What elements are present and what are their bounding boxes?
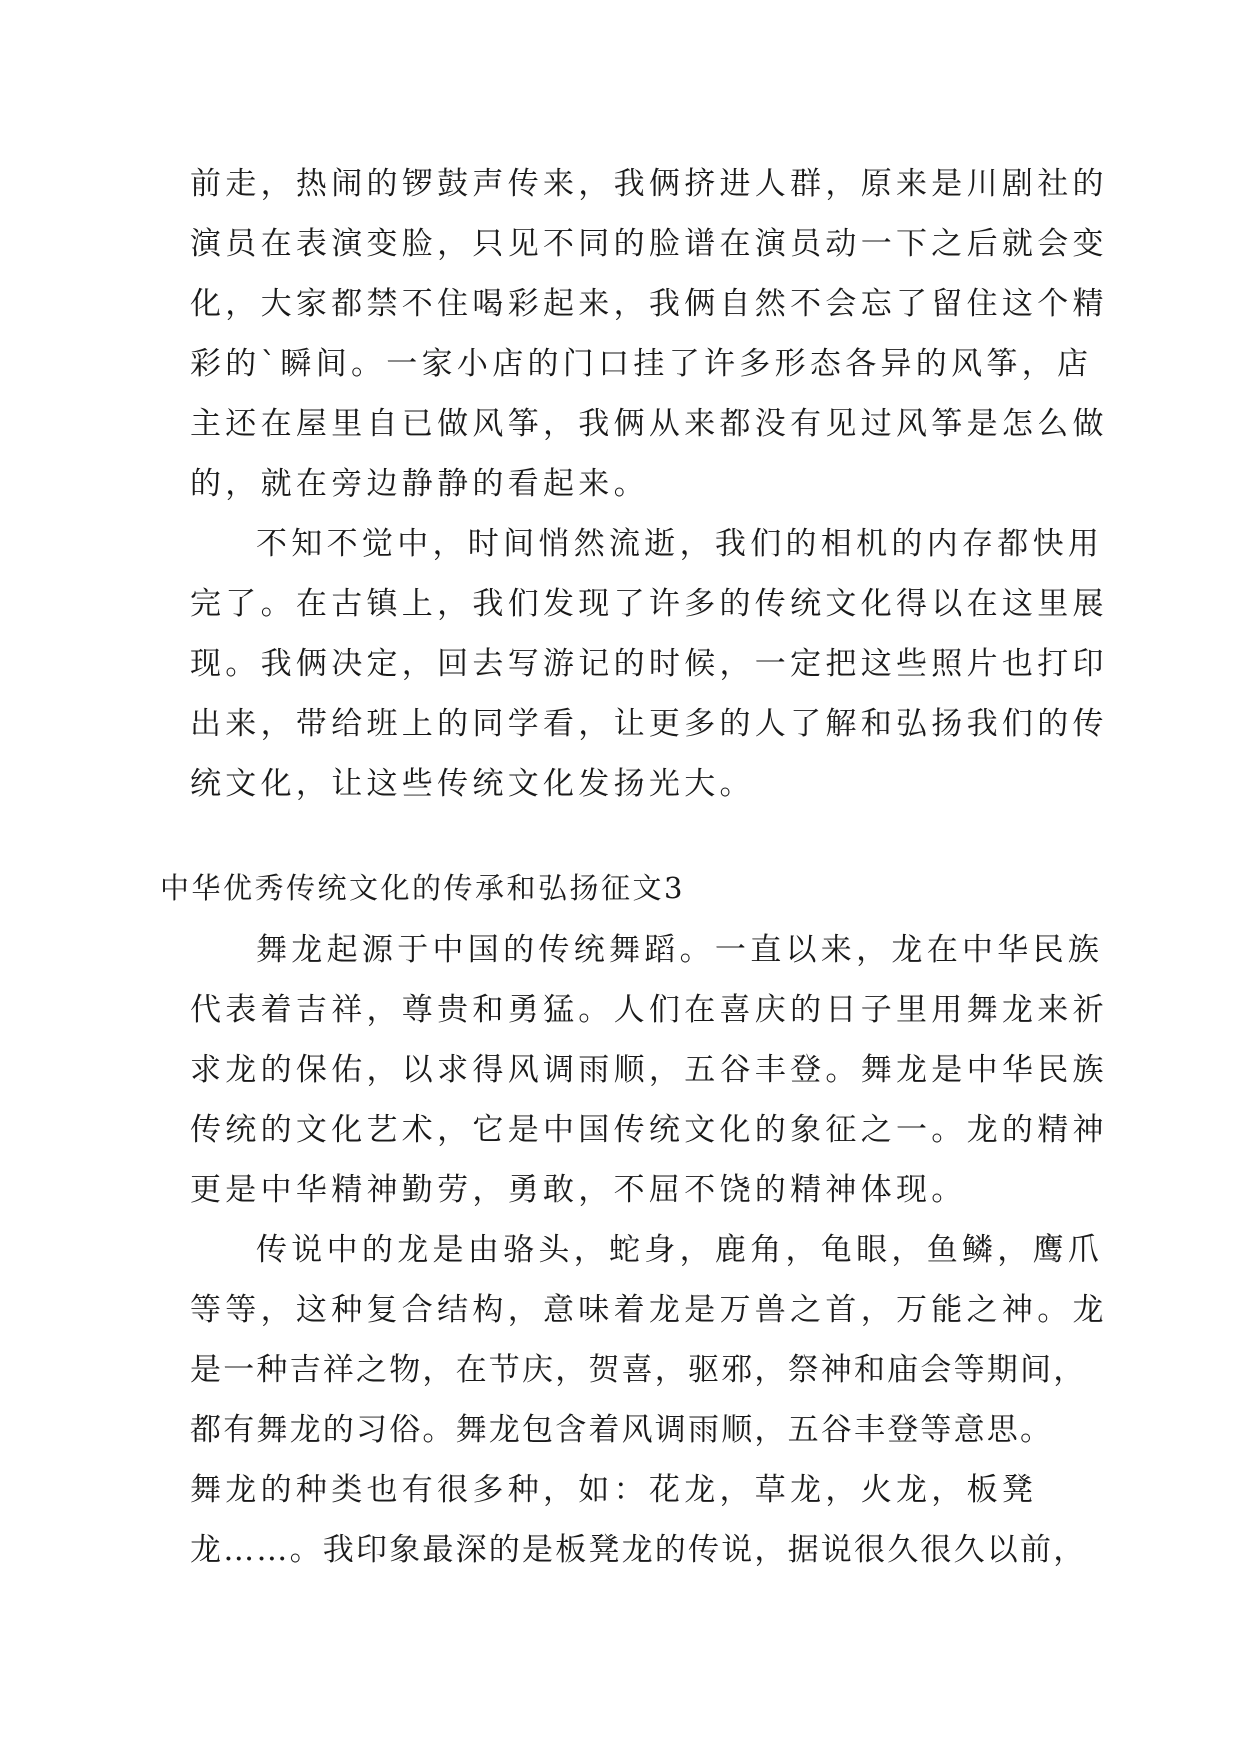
text-line: 求龙的保佑，以求得风调雨顺，五谷丰登。舞龙是中华民族: [190, 1052, 1108, 1088]
text-line: 传统的文化艺术，它是中国传统文化的象征之一。龙的精神: [190, 1112, 1108, 1148]
text-line: 不知不觉中，时间悄然流逝，我们的相机的内存都快用: [256, 526, 1104, 562]
text-line: 统文化，让这些传统文化发扬光大。: [190, 766, 755, 802]
text-line: 传说中的龙是由骆头，蛇身，鹿角，龟眼，鱼鳞，鹰爪: [256, 1232, 1104, 1268]
text-line: 演员在表演变脸，只见不同的脸谱在演员动一下之后就会变: [190, 226, 1108, 262]
text-line: 前走，热闹的锣鼓声传来，我俩挤进人群，原来是川剧社的: [190, 166, 1108, 202]
text-line: 的，就在旁边静静的看起来。: [190, 466, 649, 502]
text-line: 都有舞龙的习俗。舞龙包含着风调雨顺，五谷丰登等意思。: [190, 1412, 1054, 1448]
section-heading: 中华优秀传统文化的传承和弘扬征文3: [160, 871, 685, 905]
text-line: 彩的`瞬间。一家小店的门口挂了许多形态各异的风筝，店: [190, 346, 1093, 382]
text-line: 现。我俩决定，回去写游记的时候，一定把这些照片也打印: [190, 646, 1108, 682]
text-line: 完了。在古镇上，我们发现了许多的传统文化得以在这里展: [190, 586, 1108, 622]
text-line: 舞龙的种类也有很多种，如：花龙，草龙，火龙，板凳: [190, 1472, 1038, 1508]
text-line: 主还在屋里自已做风筝，我俩从来都没有见过风筝是怎么做: [190, 406, 1108, 442]
text-line: 舞龙起源于中国的传统舞蹈。一直以来，龙在中华民族: [256, 932, 1104, 968]
text-line: 是一种吉祥之物，在节庆，贺喜，驱邪，祭神和庙会等期间，: [190, 1352, 1087, 1388]
text-line: 龙……。我印象最深的是板凳龙的传说，据说很久很久以前，: [190, 1532, 1087, 1568]
text-line: 代表着吉祥，尊贵和勇猛。人们在喜庆的日子里用舞龙来祈: [190, 992, 1108, 1028]
text-line: 出来，带给班上的同学看，让更多的人了解和弘扬我们的传: [190, 706, 1108, 742]
text-line: 更是中华精神勤劳，勇敢，不屈不饶的精神体现。: [190, 1172, 967, 1208]
text-line: 化，大家都禁不住喝彩起来，我俩自然不会忘了留住这个精: [190, 286, 1108, 322]
text-line: 等等，这种复合结构，意味着龙是万兽之首，万能之神。龙: [190, 1292, 1108, 1328]
